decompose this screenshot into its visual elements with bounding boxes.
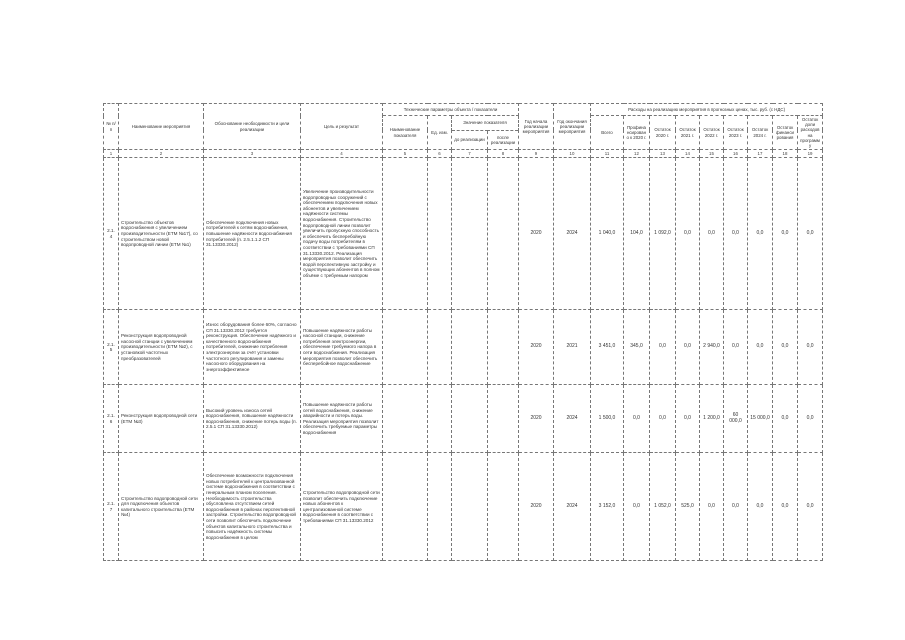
row-tech-a (383, 385, 428, 453)
header-y5: Остаток 2024 г. (748, 116, 773, 150)
column-number: 1 (104, 150, 119, 158)
row-total: 1 040,0 (591, 158, 624, 310)
row-tech-c2 (488, 385, 519, 453)
header-y1: Остаток 2020 г. (650, 116, 676, 150)
column-number: 13 (650, 150, 676, 158)
row-start-year: 2020 (519, 158, 554, 310)
row-total: 1 500,0 (591, 385, 624, 453)
row-year-2: 0,0 (676, 310, 700, 385)
header-tech-c2: после реализации (488, 130, 519, 150)
header-row (104, 104, 823, 116)
header-group-fin: Расходы на реализацию мероприятия в прогнозных ценах, тыс. руб. (с НДС) (591, 104, 823, 116)
row-year-4: 0,0 (724, 158, 748, 310)
row-result: Строительство водопроводной сети позволит обеспечить подключение новых абонентов к централизованной системе водоснабжения в соответствии с требованиями СП 31.13330.2012 (301, 453, 383, 561)
row-name: Строительство водопроводной сети для подключения объектов капитального строительства (ЕТМ №4) (119, 453, 204, 561)
row-tech-c1 (452, 158, 488, 310)
row-name: Реконструкция водопроводной сети (ЕТМ №3) (119, 385, 204, 453)
column-number-row (104, 150, 823, 158)
header-y2: Остаток 2021 г. (676, 116, 700, 150)
row-basis: Обеспечение подключения новых потребителей к сетям водоснабжения, повышение надёжности водоснабжения потребителей (п. 2.5.1.1.2 СП 31.13330.2012) (204, 158, 301, 310)
column-number: 9 (519, 150, 554, 158)
row-year-5: 0,0 (748, 158, 773, 310)
row-year-2: 0,0 (676, 385, 700, 453)
row-tech-a (383, 453, 428, 561)
column-number: 14 (676, 150, 700, 158)
investment-table (103, 103, 823, 561)
row-financed: 104,0 (624, 158, 650, 310)
row-tech-c2 (488, 453, 519, 561)
header-result: Цель и результат (301, 104, 383, 150)
row-tech-b (428, 158, 452, 310)
row-number: 2.1.7 (104, 453, 119, 561)
header-basis: Обоснование необходимости и цели реализации (204, 104, 301, 150)
header-start: Год начала реализации мероприятия (519, 104, 554, 150)
header-prof: Профинансировано к 2020 г. (624, 116, 650, 150)
row-end-year: 2024 (554, 158, 591, 310)
header-y4: Остаток 2023 г. (724, 116, 748, 150)
row-year-3: 2 940,0 (700, 310, 724, 385)
row-tech-b (428, 310, 452, 385)
row-pct: 0,0 (798, 310, 823, 385)
row-name: Строительство объектов водоснабжения с увеличением производительности (ЕТМ №17), со строительством новой водопроводной линии (ЕТМ №1) (119, 158, 204, 310)
column-number: 3 (204, 150, 301, 158)
row-year-4: 60 000,0 (724, 385, 748, 453)
row-year-4: 0,0 (724, 310, 748, 385)
row-tech-a (383, 158, 428, 310)
row-year-1: 0,0 (650, 385, 676, 453)
row-tech-b (428, 385, 452, 453)
row-tech-b (428, 453, 452, 561)
row-tech-c2 (488, 158, 519, 310)
row-total: 3 451,0 (591, 310, 624, 385)
column-number: 6 (428, 150, 452, 158)
row-pct: 0,0 (798, 385, 823, 453)
document-sheet (103, 103, 820, 548)
row-year-5: 0,0 (748, 453, 773, 561)
header-no: № п/п (104, 104, 119, 150)
row-rest: 0,0 (773, 453, 798, 561)
column-number: 11 (591, 150, 624, 158)
row-basis: Высокий уровень износа сетей водоснабжения, повышение надёжности водоснабжения, снижение потерь воды (п. 2.5.1 СП 31.13330.2012) (204, 385, 301, 453)
row-name: Реконструкция водопроводной насосной станции с увеличением производительности (ЕТМ №2), с установкой частотных преобразователей (119, 310, 204, 385)
column-number: 17 (748, 150, 773, 158)
row-year-1: 1 092,0 (650, 158, 676, 310)
header-tech-c1: до реализации (452, 130, 488, 150)
row-year-3: 0,0 (700, 453, 724, 561)
row-tech-a (383, 310, 428, 385)
row-financed: 0,0 (624, 385, 650, 453)
column-number: 18 (773, 150, 798, 158)
row-pct: 0,0 (798, 453, 823, 561)
column-number: 19 (798, 150, 823, 158)
row-end-year: 2024 (554, 385, 591, 453)
header-pct: Остаток доли расходов на программу (798, 116, 823, 150)
row-year-2: 0,0 (676, 158, 700, 310)
row-year-5: 0,0 (748, 310, 773, 385)
row-year-1: 0,0 (650, 310, 676, 385)
row-basis: Обеспечение возможности подключения новых потребителей к централизованной системе водоснабжения в соответствии с генеральным планом поселения. Необходимость строительства обусловлена отсутствием сетей водоснабжения в районах перспективной застройки. Строительство водопроводной сети позволит обеспечить подключение объектов капитального строительства и повысить надёжность системы водоснабжения в целом (204, 453, 301, 561)
row-financed: 0,0 (624, 453, 650, 561)
row-start-year: 2020 (519, 310, 554, 385)
row-number: 2.1.4 (104, 158, 119, 310)
header-tech-b: Ед. изм. (428, 116, 452, 150)
row-total: 3 152,0 (591, 453, 624, 561)
column-number: 10 (554, 150, 591, 158)
row-year-4: 0,0 (724, 453, 748, 561)
row-year-3: 0,0 (700, 158, 724, 310)
row-year-3: 1 200,0 (700, 385, 724, 453)
header-y3: Остаток 2022 г. (700, 116, 724, 150)
row-end-year: 2024 (554, 453, 591, 561)
header-group-tech: Технические параметры объекта / показатели (383, 104, 519, 116)
row-rest: 0,0 (773, 158, 798, 310)
row-financed: 345,0 (624, 310, 650, 385)
header-name: Наименование мероприятия (119, 104, 204, 150)
row-tech-c1 (452, 310, 488, 385)
column-number: 15 (700, 150, 724, 158)
table-row (104, 385, 823, 453)
column-number: 8 (488, 150, 519, 158)
row-basis: Износ оборудования более 60%, согласно СП 31.13330.2012 требуется реконструкция. Обеспечение надёжного и качественного водоснабжения потребителей, снижение потребления электроэнергии за счёт установки частотного регулирования и замены насосного оборудования на энергоэффективное (204, 310, 301, 385)
row-tech-c1 (452, 385, 488, 453)
row-rest: 0,0 (773, 385, 798, 453)
header-total: Всего (591, 116, 624, 150)
row-start-year: 2020 (519, 385, 554, 453)
row-number: 2.1.6 (104, 385, 119, 453)
row-number: 2.1.5 (104, 310, 119, 385)
table-row (104, 310, 823, 385)
header-rest: Остаток финансирования (773, 116, 798, 150)
row-result: Увеличение производительности водопроводных сооружений с обеспечением подключения новых абонентов и увеличением надёжности системы водоснабжения. Строительство водопроводной линии позволит увеличить пропускную способность и обеспечить бесперебойную подачу воды потребителям в соответствии с требованиями СП 31.13330.2012. Реализация мероприятия позволит обеспечить водой перспективную застройку и существующих абонентов в полном объёме с требуемым напором (301, 158, 383, 310)
column-number: 5 (383, 150, 428, 158)
column-number: 16 (724, 150, 748, 158)
column-number: 4 (301, 150, 383, 158)
row-year-2: 525,0 (676, 453, 700, 561)
header-tech-a: Наименование показателя (383, 116, 428, 150)
row-tech-c2 (488, 310, 519, 385)
header-tech-c: Значение показателя (452, 116, 519, 131)
row-tech-c1 (452, 453, 488, 561)
row-year-5: 15 000,0 (748, 385, 773, 453)
row-result: Повышение надёжности работы насосной станции, снижение потребления электроэнергии, обеспечение требуемого напора в сети водоснабжения. Реализация мероприятия позволит обеспечить бесперебойное водоснабжение (301, 310, 383, 385)
row-end-year: 2021 (554, 310, 591, 385)
column-number: 12 (624, 150, 650, 158)
row-rest: 0,0 (773, 310, 798, 385)
column-number: 2 (119, 150, 204, 158)
column-number: 7 (452, 150, 488, 158)
row-result: Повышение надёжности работы сетей водоснабжения, снижение аварийности и потерь воды. Реализация мероприятия позволит обеспечить требуемые параметры водоснабжения (301, 385, 383, 453)
row-start-year: 2020 (519, 453, 554, 561)
row-year-1: 1 052,0 (650, 453, 676, 561)
table-row (104, 158, 823, 310)
row-pct: 0,0 (798, 158, 823, 310)
header-end: Год окончания реализации мероприятия (554, 104, 591, 150)
table-row (104, 453, 823, 561)
